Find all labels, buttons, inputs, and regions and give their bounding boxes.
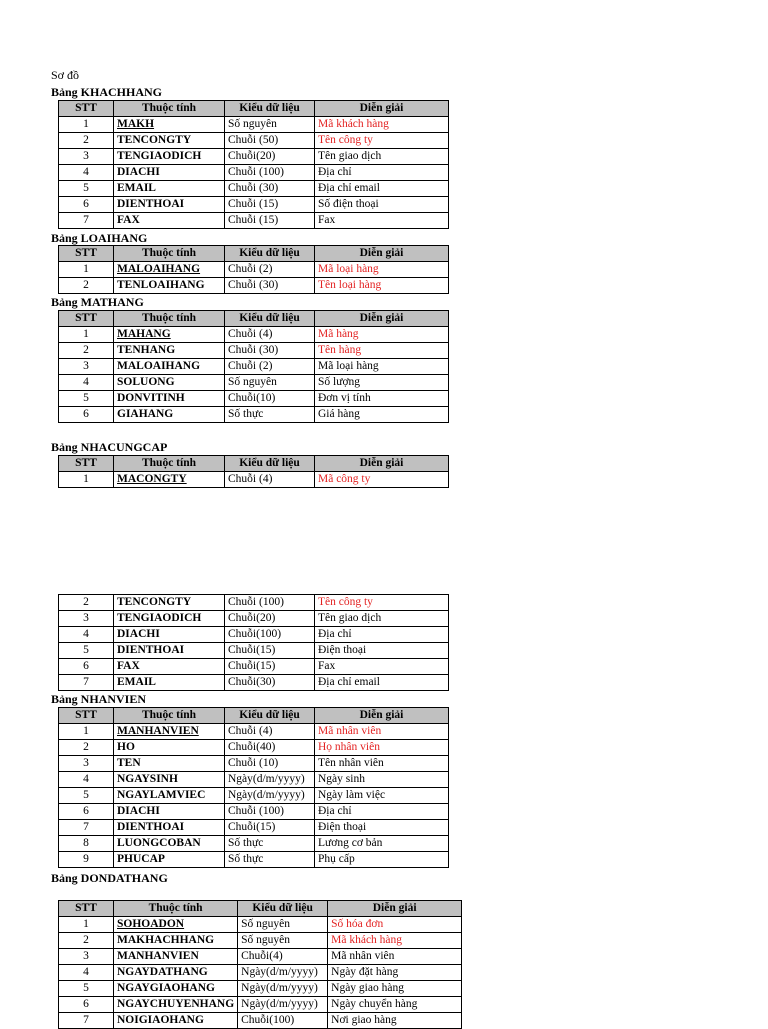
- cell-description: Tên nhân viên: [315, 756, 449, 772]
- cell-type: Ngày(d/m/yyyy): [238, 981, 328, 997]
- cell-stt: 1: [59, 917, 114, 933]
- table-row: [59, 197, 449, 213]
- caption-nhacungcap: Bảng NHACUNGCAP: [51, 440, 168, 454]
- table-row: [59, 407, 449, 423]
- attribute-name: NGAYGIAOHANG: [117, 982, 215, 994]
- cell-attribute: [114, 327, 225, 343]
- cell-type: Chuỗi (30): [225, 181, 315, 197]
- cell-attribute: [114, 359, 225, 375]
- cell-description: Mã khách hàng: [328, 933, 462, 949]
- table-nhanvien: [58, 707, 449, 868]
- header-description: Diễn giải: [315, 456, 449, 472]
- cell-type: Số nguyên: [225, 117, 315, 133]
- cell-type: Chuỗi(10): [225, 391, 315, 407]
- cell-description: Mã khách hàng: [315, 117, 449, 133]
- cell-stt: 3: [59, 756, 114, 772]
- table-row: [59, 643, 449, 659]
- cell-stt: 4: [59, 165, 114, 181]
- cell-stt: 1: [59, 327, 114, 343]
- cell-stt: 5: [59, 981, 114, 997]
- table-row: [59, 788, 449, 804]
- table-row: [59, 965, 462, 981]
- cell-stt: 6: [59, 407, 114, 423]
- header-stt: STT: [59, 101, 114, 117]
- attribute-name: MAKHACHHANG: [117, 934, 215, 946]
- cell-attribute: [114, 262, 225, 278]
- cell-stt: 7: [59, 213, 114, 229]
- table-row: [59, 611, 449, 627]
- cell-attribute: [114, 117, 225, 133]
- header-row: [59, 708, 449, 724]
- cell-attribute: [114, 820, 225, 836]
- table-row: [59, 278, 449, 294]
- cell-description: Mã loại hàng: [315, 262, 449, 278]
- table-row: [59, 375, 449, 391]
- cell-description: Tên công ty: [315, 133, 449, 149]
- header-description: Diễn giải: [328, 901, 462, 917]
- cell-description: Ngày đặt hàng: [328, 965, 462, 981]
- cell-type: Chuỗi (30): [225, 278, 315, 294]
- header-description: Diễn giải: [315, 311, 449, 327]
- header-attribute: Thuộc tính: [114, 311, 225, 327]
- table-row: [59, 804, 449, 820]
- cell-type: Chuỗi (15): [225, 197, 315, 213]
- cell-type: Chuỗi (100): [225, 595, 315, 611]
- cell-attribute: [114, 740, 225, 756]
- header-description: Diễn giải: [315, 101, 449, 117]
- attribute-name: MALOAIHANG: [117, 263, 201, 275]
- attribute-name: TENLOAIHANG: [117, 279, 205, 291]
- header-description: Diễn giải: [315, 708, 449, 724]
- table-dondathang: [58, 900, 462, 1029]
- header-attribute: Thuộc tính: [114, 901, 238, 917]
- cell-stt: 2: [59, 133, 114, 149]
- caption-mathang: Bảng MATHANG: [51, 295, 144, 309]
- table-row: [59, 165, 449, 181]
- cell-attribute: [114, 133, 225, 149]
- cell-attribute: [114, 917, 238, 933]
- cell-attribute: [114, 197, 225, 213]
- attribute-name: SOLUONG: [117, 376, 175, 388]
- cell-stt: 4: [59, 965, 114, 981]
- header-type: Kiểu dữ liệu: [225, 246, 315, 262]
- header-type: Kiểu dữ liệu: [225, 311, 315, 327]
- attribute-name: MAKH: [117, 118, 155, 130]
- attribute-name: NOIGIAOHANG: [117, 1014, 204, 1026]
- cell-description: Tên giao dịch: [315, 611, 449, 627]
- header-attribute: Thuộc tính: [114, 456, 225, 472]
- cell-description: Ngày làm việc: [315, 788, 449, 804]
- cell-description: Giá hàng: [315, 407, 449, 423]
- cell-description: Fax: [315, 659, 449, 675]
- cell-attribute: [114, 852, 225, 868]
- cell-type: Ngày(d/m/yyyy): [238, 997, 328, 1013]
- cell-stt: 5: [59, 643, 114, 659]
- cell-stt: 5: [59, 181, 114, 197]
- attribute-name: TENCONGTY: [117, 134, 192, 146]
- attribute-name: MANHANVIEN: [117, 950, 199, 962]
- attribute-name: TENCONGTY: [117, 596, 192, 608]
- cell-attribute: [114, 595, 225, 611]
- cell-stt: 2: [59, 595, 114, 611]
- attribute-name: SOHOADON: [117, 918, 185, 930]
- cell-stt: 6: [59, 197, 114, 213]
- cell-attribute: [114, 788, 225, 804]
- cell-type: Chuỗi (4): [225, 724, 315, 740]
- cell-stt: 2: [59, 933, 114, 949]
- attribute-name: DIENTHOAI: [117, 821, 185, 833]
- cell-stt: 4: [59, 627, 114, 643]
- cell-type: Chuỗi (50): [225, 133, 315, 149]
- header-row: [59, 246, 449, 262]
- cell-type: Chuỗi (100): [225, 804, 315, 820]
- cell-attribute: [114, 949, 238, 965]
- attribute-name: NGAYLAMVIEC: [117, 789, 206, 801]
- table-row: [59, 852, 449, 868]
- cell-stt: 1: [59, 117, 114, 133]
- cell-stt: 3: [59, 359, 114, 375]
- cell-attribute: [114, 165, 225, 181]
- cell-attribute: [114, 933, 238, 949]
- attribute-name: MALOAIHANG: [117, 360, 201, 372]
- cell-attribute: [114, 343, 225, 359]
- cell-type: Chuỗi (100): [225, 165, 315, 181]
- header-row: [59, 311, 449, 327]
- cell-type: Chuỗi(20): [225, 611, 315, 627]
- cell-description: Điện thoại: [315, 643, 449, 659]
- cell-description: Ngày chuyển hàng: [328, 997, 462, 1013]
- header-stt: STT: [59, 901, 114, 917]
- header-row: [59, 456, 449, 472]
- header-stt: STT: [59, 246, 114, 262]
- cell-type: Chuỗi(15): [225, 820, 315, 836]
- attribute-name: LUONGCOBAN: [117, 837, 201, 849]
- cell-attribute: [114, 981, 238, 997]
- cell-type: Chuỗi(4): [238, 949, 328, 965]
- cell-type: Số thực: [225, 852, 315, 868]
- table-row: [59, 981, 462, 997]
- cell-type: Chuỗi(100): [225, 627, 315, 643]
- cell-description: Lương cơ bản: [315, 836, 449, 852]
- table-row: [59, 1013, 462, 1029]
- attribute-name: TENGIAODICH: [117, 612, 202, 624]
- cell-type: Chuỗi (10): [225, 756, 315, 772]
- cell-type: Số nguyên: [238, 917, 328, 933]
- table-row: [59, 133, 449, 149]
- table-row: [59, 627, 449, 643]
- header-description: Diễn giải: [315, 246, 449, 262]
- cell-attribute: [114, 181, 225, 197]
- cell-description: Tên giao dịch: [315, 149, 449, 165]
- cell-description: Phụ cấp: [315, 852, 449, 868]
- cell-stt: 7: [59, 1013, 114, 1029]
- cell-type: Chuỗi(20): [225, 149, 315, 165]
- attribute-name: MAHANG: [117, 328, 171, 340]
- cell-stt: 3: [59, 149, 114, 165]
- table-row: [59, 213, 449, 229]
- cell-type: Số nguyên: [225, 375, 315, 391]
- table-row: [59, 949, 462, 965]
- cell-stt: 6: [59, 997, 114, 1013]
- table-row: [59, 675, 449, 691]
- cell-attribute: [114, 772, 225, 788]
- table-row: [59, 740, 449, 756]
- cell-attribute: [114, 724, 225, 740]
- cell-attribute: [114, 756, 225, 772]
- attribute-name: DIACHI: [117, 805, 160, 817]
- caption-khachhang: Bảng KHACHHANG: [51, 85, 163, 99]
- attribute-name: FAX: [117, 660, 140, 672]
- table-row: [59, 181, 449, 197]
- attribute-name: DIACHI: [117, 166, 160, 178]
- cell-description: Mã công ty: [315, 472, 449, 488]
- cell-description: Mã loại hàng: [315, 359, 449, 375]
- header-stt: STT: [59, 708, 114, 724]
- attribute-name: DIENTHOAI: [117, 198, 185, 210]
- cell-attribute: [114, 213, 225, 229]
- header-attribute: Thuộc tính: [114, 246, 225, 262]
- cell-attribute: [114, 1013, 238, 1029]
- cell-type: Chuỗi(30): [225, 675, 315, 691]
- cell-type: Số thực: [225, 836, 315, 852]
- cell-description: Tên loại hàng: [315, 278, 449, 294]
- caption-loaihang: Bảng LOAIHANG: [51, 231, 148, 245]
- cell-description: Đơn vị tính: [315, 391, 449, 407]
- cell-stt: 7: [59, 675, 114, 691]
- attribute-name: NGAYCHUYENHANG: [117, 998, 235, 1010]
- cell-description: Địa chỉ: [315, 804, 449, 820]
- table-row: [59, 933, 462, 949]
- cell-description: Địa chỉ email: [315, 181, 449, 197]
- caption-dondathang: Bảng DONDATHANG: [51, 871, 168, 885]
- cell-type: Ngày(d/m/yyyy): [225, 788, 315, 804]
- cell-attribute: [114, 407, 225, 423]
- attribute-name: TENGIAODICH: [117, 150, 202, 162]
- cell-type: Chuỗi (2): [225, 262, 315, 278]
- cell-stt: 1: [59, 724, 114, 740]
- attribute-name: NGAYDATHANG: [117, 966, 208, 978]
- header-type: Kiểu dữ liệu: [225, 456, 315, 472]
- header-type: Kiểu dữ liệu: [225, 708, 315, 724]
- table-row: [59, 359, 449, 375]
- cell-type: Chuỗi(15): [225, 643, 315, 659]
- attribute-name: GIAHANG: [117, 408, 174, 420]
- cell-attribute: [114, 836, 225, 852]
- attribute-name: DONVITINH: [117, 392, 185, 404]
- cell-stt: 9: [59, 852, 114, 868]
- table-row: [59, 836, 449, 852]
- cell-description: Số điện thoại: [315, 197, 449, 213]
- table-row: [59, 820, 449, 836]
- cell-attribute: [114, 375, 225, 391]
- attribute-name: DIENTHOAI: [117, 644, 185, 656]
- table-row: [59, 327, 449, 343]
- header-stt: STT: [59, 311, 114, 327]
- table-row: [59, 391, 449, 407]
- attribute-name: MACONGTY: [117, 473, 187, 485]
- attribute-name: FAX: [117, 214, 140, 226]
- table-row: [59, 117, 449, 133]
- table-loaihang: [58, 245, 449, 294]
- cell-type: Chuỗi (15): [225, 213, 315, 229]
- cell-attribute: [114, 965, 238, 981]
- header-attribute: Thuộc tính: [114, 101, 225, 117]
- cell-attribute: [114, 472, 225, 488]
- cell-description: Tên công ty: [315, 595, 449, 611]
- attribute-name: DIACHI: [117, 628, 160, 640]
- cell-stt: 2: [59, 278, 114, 294]
- table-row: [59, 343, 449, 359]
- cell-stt: 7: [59, 820, 114, 836]
- cell-attribute: [114, 611, 225, 627]
- cell-type: Chuỗi(40): [225, 740, 315, 756]
- table-khachhang: [58, 100, 449, 229]
- cell-attribute: [114, 997, 238, 1013]
- cell-attribute: [114, 659, 225, 675]
- cell-description: Tên hàng: [315, 343, 449, 359]
- table-row: [59, 262, 449, 278]
- table-row: [59, 997, 462, 1013]
- cell-stt: 5: [59, 391, 114, 407]
- cell-type: Chuỗi (2): [225, 359, 315, 375]
- cell-description: Địa chỉ email: [315, 675, 449, 691]
- cell-description: Số hóa đơn: [328, 917, 462, 933]
- cell-attribute: [114, 804, 225, 820]
- cell-stt: 6: [59, 659, 114, 675]
- cell-attribute: [114, 391, 225, 407]
- cell-type: Chuỗi(15): [225, 659, 315, 675]
- cell-stt: 1: [59, 262, 114, 278]
- cell-stt: 4: [59, 375, 114, 391]
- table-row: [59, 917, 462, 933]
- cell-type: Số nguyên: [238, 933, 328, 949]
- caption-nhanvien: Bảng NHANVIEN: [51, 692, 147, 706]
- cell-stt: 6: [59, 804, 114, 820]
- page-heading: Sơ đồ: [51, 68, 80, 82]
- cell-type: Số thực: [225, 407, 315, 423]
- cell-attribute: [114, 675, 225, 691]
- table-mathang: [58, 310, 449, 423]
- cell-description: Ngày giao hàng: [328, 981, 462, 997]
- cell-attribute: [114, 643, 225, 659]
- table-row: [59, 595, 449, 611]
- attribute-name: HO: [117, 741, 135, 753]
- cell-description: Mã hàng: [315, 327, 449, 343]
- attribute-name: MANHANVIEN: [117, 725, 199, 737]
- cell-description: Fax: [315, 213, 449, 229]
- cell-type: Chuỗi (4): [225, 472, 315, 488]
- header-attribute: Thuộc tính: [114, 708, 225, 724]
- cell-stt: 4: [59, 772, 114, 788]
- cell-type: Chuỗi (4): [225, 327, 315, 343]
- cell-type: Chuỗi(100): [238, 1013, 328, 1029]
- table-row: [59, 772, 449, 788]
- cell-description: Mã nhân viên: [315, 724, 449, 740]
- cell-type: Chuỗi (30): [225, 343, 315, 359]
- table-row: [59, 756, 449, 772]
- header-type: Kiểu dữ liệu: [225, 101, 315, 117]
- cell-stt: 3: [59, 949, 114, 965]
- cell-stt: 2: [59, 740, 114, 756]
- attribute-name: PHUCAP: [117, 853, 165, 865]
- cell-description: Mã nhân viên: [328, 949, 462, 965]
- attribute-name: EMAIL: [117, 182, 156, 194]
- cell-stt: 1: [59, 472, 114, 488]
- cell-stt: 5: [59, 788, 114, 804]
- header-row: [59, 901, 462, 917]
- attribute-name: TEN: [117, 757, 141, 769]
- cell-attribute: [114, 278, 225, 294]
- cell-description: Địa chỉ: [315, 165, 449, 181]
- cell-description: Địa chỉ: [315, 627, 449, 643]
- cell-description: Ngày sinh: [315, 772, 449, 788]
- table-row: [59, 472, 449, 488]
- attribute-name: EMAIL: [117, 676, 156, 688]
- cell-stt: 8: [59, 836, 114, 852]
- table-nhacungcap: [58, 455, 449, 488]
- cell-type: Ngày(d/m/yyyy): [225, 772, 315, 788]
- attribute-name: TENHANG: [117, 344, 176, 356]
- attribute-name: NGAYSINH: [117, 773, 178, 785]
- cell-description: Số lượng: [315, 375, 449, 391]
- table-row: [59, 659, 449, 675]
- cell-attribute: [114, 149, 225, 165]
- table-nhacungcap-continued: [58, 594, 449, 691]
- cell-stt: 2: [59, 343, 114, 359]
- cell-type: Ngày(d/m/yyyy): [238, 965, 328, 981]
- cell-stt: 3: [59, 611, 114, 627]
- table-row: [59, 724, 449, 740]
- table-row: [59, 149, 449, 165]
- cell-attribute: [114, 627, 225, 643]
- header-stt: STT: [59, 456, 114, 472]
- cell-description: Điện thoại: [315, 820, 449, 836]
- header-row: [59, 101, 449, 117]
- cell-description: Họ nhân viên: [315, 740, 449, 756]
- header-type: Kiểu dữ liệu: [238, 901, 328, 917]
- cell-description: Nơi giao hàng: [328, 1013, 462, 1029]
